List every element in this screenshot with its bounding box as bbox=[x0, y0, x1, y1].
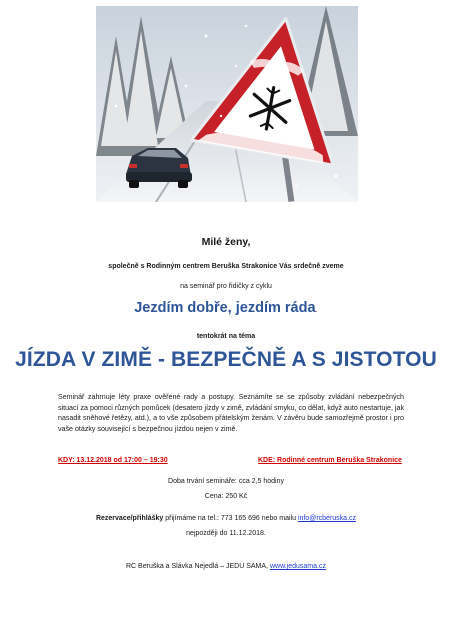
series-title-dot: . bbox=[315, 305, 318, 314]
series-line: na seminář pro řidičky z cyklu bbox=[180, 283, 272, 290]
website-link[interactable]: www.jedusama.cz bbox=[269, 563, 326, 570]
winter-road-photo bbox=[96, 6, 358, 202]
seminar-price: Cena: 250 Kč bbox=[204, 493, 248, 500]
intro-line: společně s Rodinným centrem Beruška Strakonice Vás srdečně zveme bbox=[108, 263, 344, 270]
reservation-line bbox=[0, 515, 452, 522]
seminar-title: JÍZDA V ZIMĚ - BEZPEČNĚ A S JISTOTOU bbox=[15, 348, 437, 371]
reservation-text: přijímáme na tel.: 773 165 696 nebo mailu bbox=[163, 515, 298, 522]
footer-credit bbox=[0, 563, 452, 570]
theme-line: tentokrát na téma bbox=[196, 333, 256, 340]
reservation-deadline: nejpozději do 11.12.2018. bbox=[186, 530, 266, 537]
email-link[interactable]: info@rcberuska.cz bbox=[297, 515, 357, 522]
footer-text: RC Beruška a Slávka Nejedlá – JEDU SAMA, bbox=[126, 563, 270, 570]
greeting: Milé ženy, bbox=[201, 236, 251, 248]
series-title bbox=[0, 300, 452, 316]
winter-road-warning-sign-photo bbox=[96, 6, 358, 202]
event-location: KDE: Rodinné centrum Beruška Strakonice bbox=[258, 457, 402, 464]
series-title-text: Jezdím dobře, jezdím ráda bbox=[134, 300, 316, 316]
seminar-duration: Doba trvání semináře: cca 2,5 hodiny bbox=[168, 478, 284, 485]
reservation-label: Rezervace/přihlášky bbox=[95, 515, 164, 522]
seminar-description: Seminář zahrnuje léty praxe ověřené rady a postupy. Seznámíte se se způsoby zvládání nebezpečných situací za pomoci různých pomůcek (desatero jízdy v zimě, zvládání smyku, co dělat, když auto nestartuje, jak nasadit sněhové řetězy, atd.), a to vše způsobem přátelským ženám. V závěru bude samozřejmě prostor i pro vaše otázky související s bezpečnou jízdou nejen v zimě. bbox=[58, 393, 404, 433]
event-date-time: KDY: 13.12.2018 od 17:00 – 19:30 bbox=[58, 457, 168, 464]
